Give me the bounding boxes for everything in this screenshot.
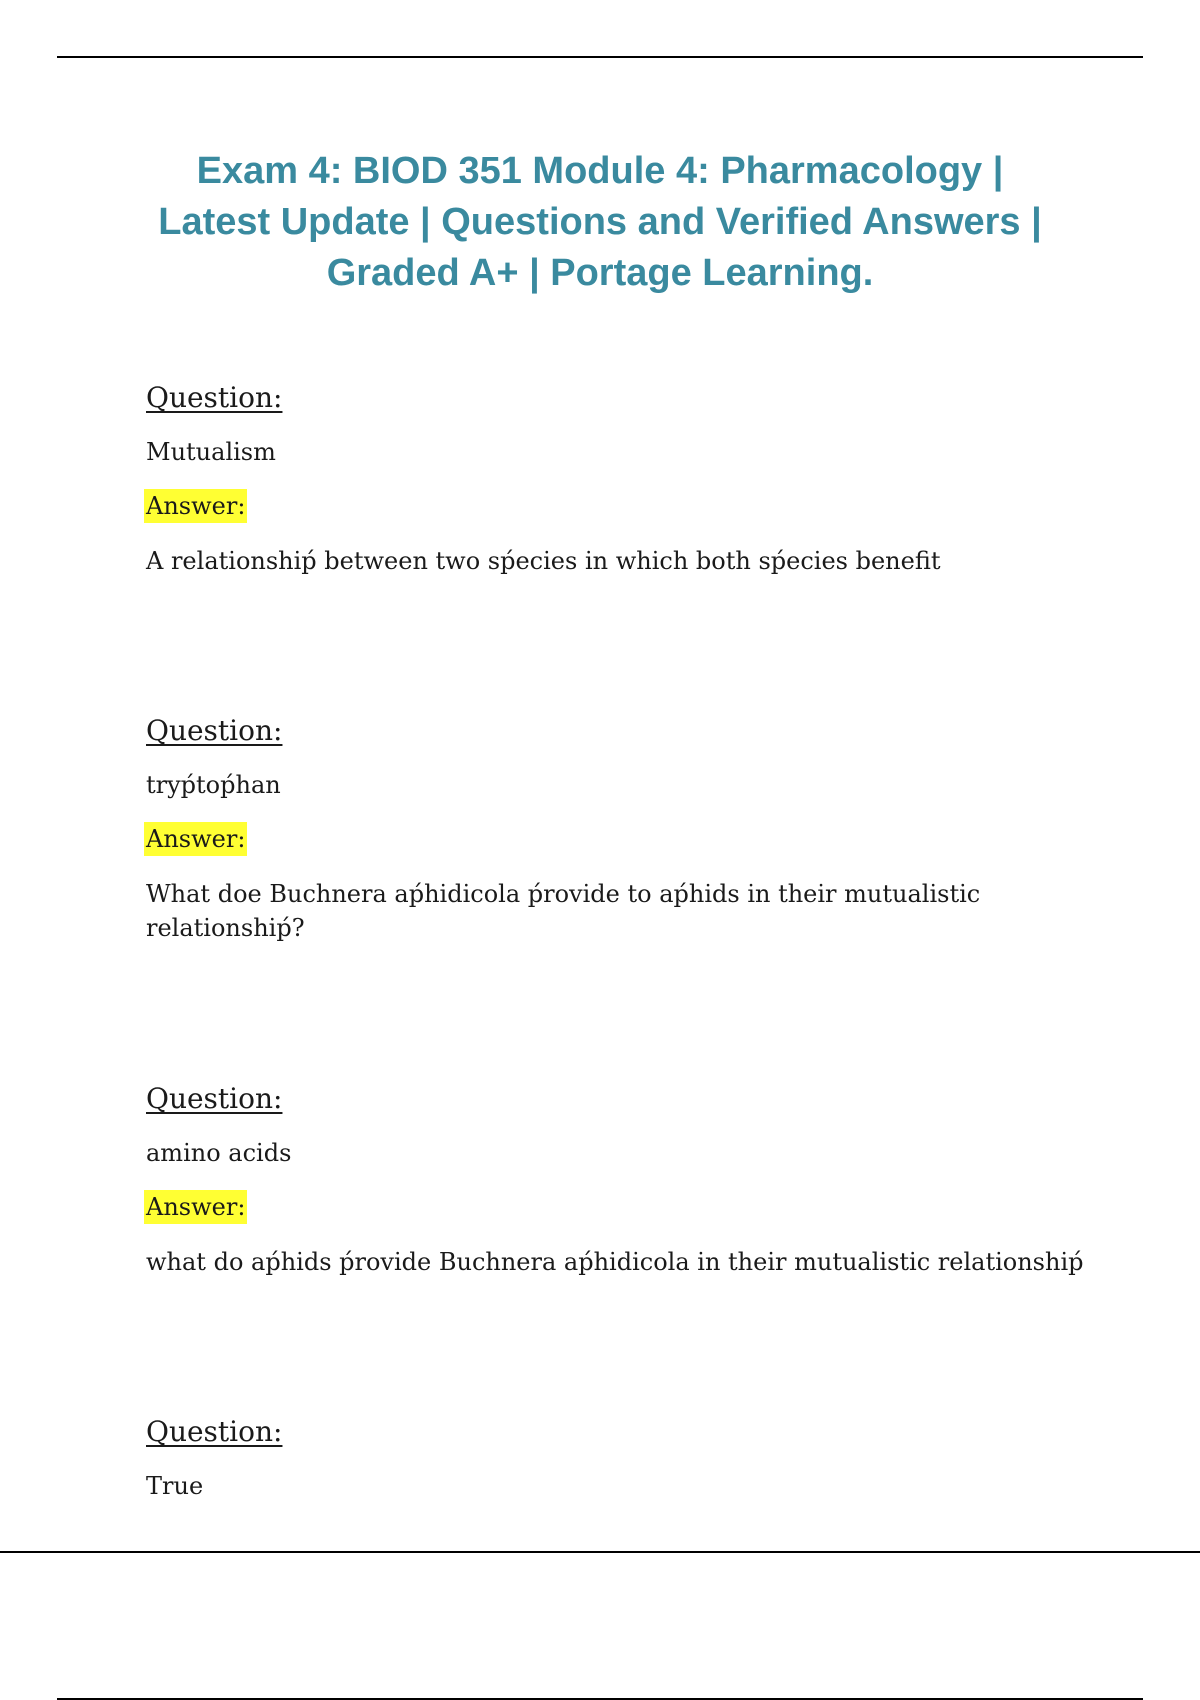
- title-line-2: Latest Update | Questions and Verified Answers |: [158, 201, 1042, 243]
- title-line-3: Graded A+ | Portage Learning.: [326, 252, 874, 294]
- question-label: Question:: [146, 381, 283, 414]
- qa-item: [146, 381, 1106, 575]
- document-title: [100, 146, 1100, 299]
- question-text: amino acids: [146, 1139, 292, 1167]
- answer-text: what do aṕhids ṕrovide Buchnera aṕhidicola in their mutualistic relationshiṕ: [146, 1248, 1084, 1276]
- page-break-divider: [0, 1551, 1200, 1553]
- question-text: Mutualism: [146, 438, 276, 466]
- qa-item: [146, 1415, 1106, 1500]
- qa-item: [146, 1082, 1106, 1276]
- title-line-1: Exam 4: BIOD 351 Module 4: Pharmacology |: [196, 150, 1004, 192]
- answer-label: Answer:: [144, 489, 247, 523]
- top-divider: [57, 56, 1143, 58]
- answer-label: Answer:: [144, 1190, 247, 1224]
- qa-item: [146, 714, 1106, 942]
- answer-text: What doe Buchnera aṕhidicola ṕrovide to aṕhids in their mutualistic relationshiṕ?: [146, 880, 981, 942]
- answer-text: A relationshiṕ between two sṕecies in which both sṕecies benefit: [146, 547, 941, 575]
- question-label: Question:: [146, 1082, 283, 1115]
- answer-label: Answer:: [144, 822, 247, 856]
- question-text: tryṕtoṕhan: [146, 771, 281, 799]
- question-label: Question:: [146, 1415, 283, 1448]
- question-label: Question:: [146, 714, 283, 747]
- question-text: True: [146, 1472, 204, 1500]
